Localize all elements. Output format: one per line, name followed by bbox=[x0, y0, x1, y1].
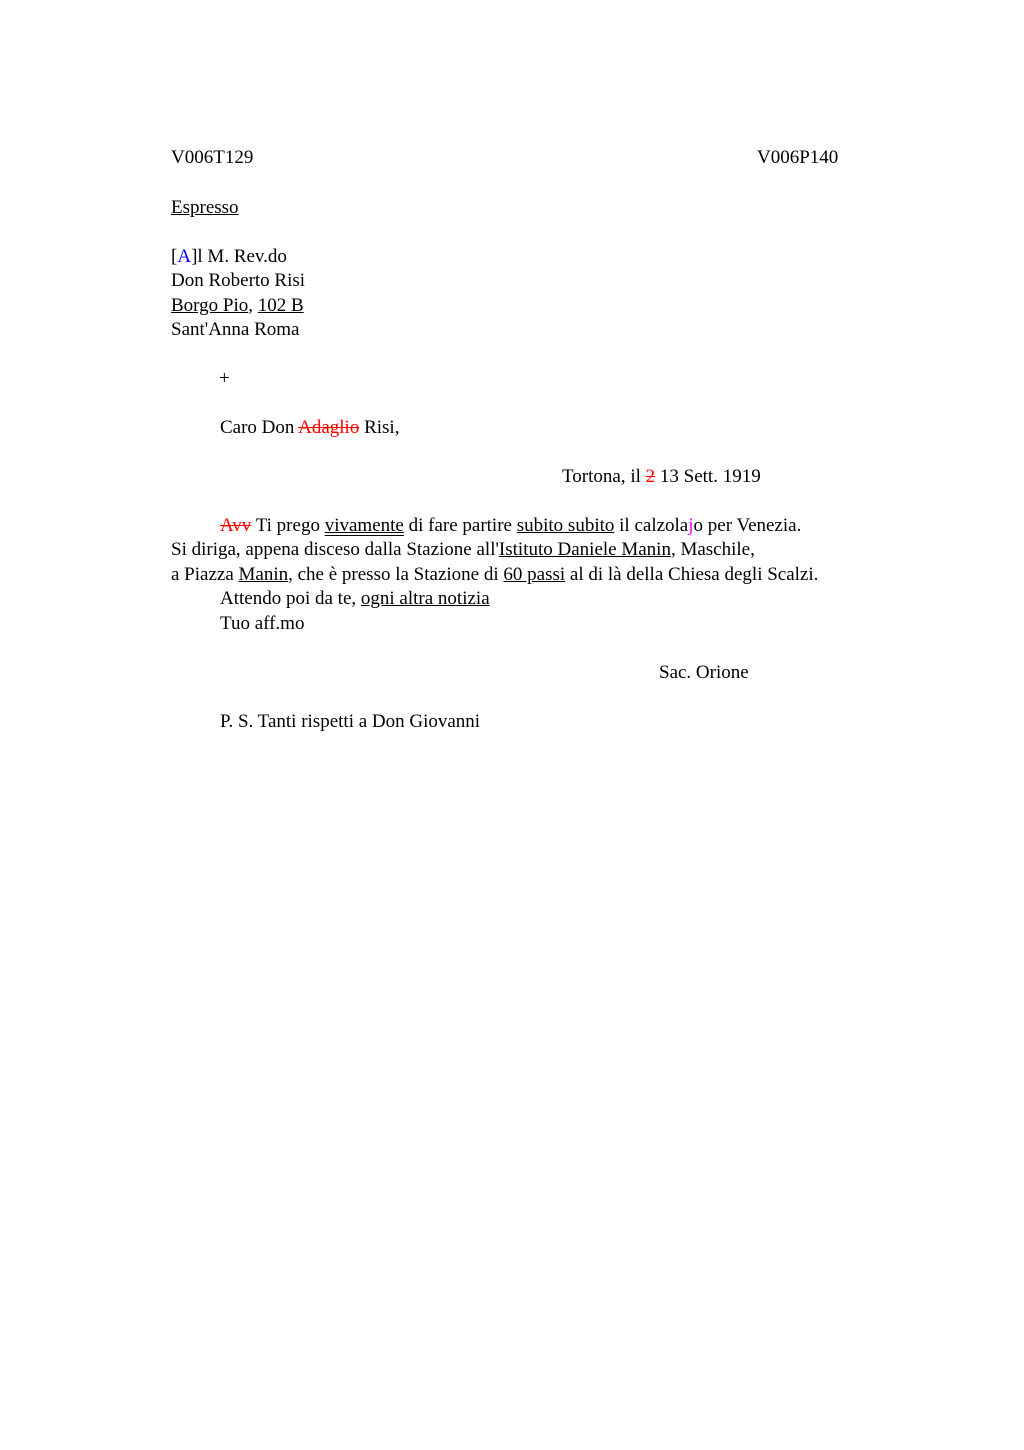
salutation-start: Caro Don bbox=[220, 417, 299, 438]
body-text: Si diriga, appena disceso dalla Stazione all' bbox=[171, 539, 499, 560]
deleted-word: Avv bbox=[220, 515, 252, 536]
dateline bbox=[562, 465, 761, 489]
body-text: di fare partire bbox=[403, 515, 517, 536]
address-title: ]l M. Rev.do bbox=[191, 246, 287, 267]
underlined-phrase: Istituto Daniele Manin bbox=[498, 539, 671, 560]
body-text: Attendo poi da te, bbox=[220, 588, 361, 609]
address-line-3 bbox=[171, 294, 304, 318]
street-separator: , bbox=[248, 295, 258, 316]
body-line-3 bbox=[171, 563, 818, 587]
body-text: o per Venezia. bbox=[693, 515, 802, 536]
body-text: il calzola bbox=[614, 515, 689, 536]
deleted-day: 2 bbox=[645, 466, 656, 487]
body-text: , che è presso la Stazione di bbox=[288, 564, 504, 585]
salutation bbox=[220, 416, 399, 440]
body-line-4 bbox=[220, 587, 490, 611]
street-name: Borgo Pio bbox=[171, 295, 249, 316]
bracket-open: [ bbox=[171, 246, 178, 267]
street-number: 102 B bbox=[257, 295, 304, 316]
delivery-mode: Espresso bbox=[171, 197, 239, 218]
underlined-phrase: 60 passi bbox=[503, 564, 566, 585]
body-text: al di là della Chiesa degli Scalzi. bbox=[565, 564, 819, 585]
body-text: Ti prego bbox=[251, 515, 325, 536]
archive-code-right: V006P140 bbox=[757, 147, 839, 168]
body-line-1 bbox=[220, 514, 801, 538]
underlined-phrase: subito subito bbox=[516, 515, 615, 536]
address-line-4: Sant'Anna Roma bbox=[171, 319, 300, 340]
corrected-letter: j bbox=[688, 515, 694, 536]
underlined-phrase: ogni altra notizia bbox=[360, 588, 490, 609]
dateline-date: 13 Sett. 1919 bbox=[655, 466, 761, 487]
address-line-1 bbox=[171, 245, 287, 269]
body-text: , Maschile, bbox=[670, 539, 755, 560]
editor-insert-letter: A bbox=[177, 246, 192, 267]
address-line-2: Don Roberto Risi bbox=[171, 270, 306, 291]
double-underlined-word: vivamente bbox=[324, 515, 404, 536]
body-line-2 bbox=[171, 538, 755, 562]
deleted-name: Adaglio bbox=[298, 417, 360, 438]
body-text: a Piazza bbox=[171, 564, 239, 585]
underlined-word: Manin bbox=[238, 564, 289, 585]
postscript: P. S. Tanti rispetti a Don Giovanni bbox=[220, 711, 481, 732]
dateline-place: Tortona, il bbox=[562, 466, 646, 487]
closing: Tuo aff.mo bbox=[220, 613, 305, 634]
archive-code-left: V006T129 bbox=[171, 147, 254, 168]
cross-symbol: + bbox=[219, 368, 230, 389]
salutation-end: Risi, bbox=[359, 417, 400, 438]
signature: Sac. Orione bbox=[659, 662, 749, 683]
